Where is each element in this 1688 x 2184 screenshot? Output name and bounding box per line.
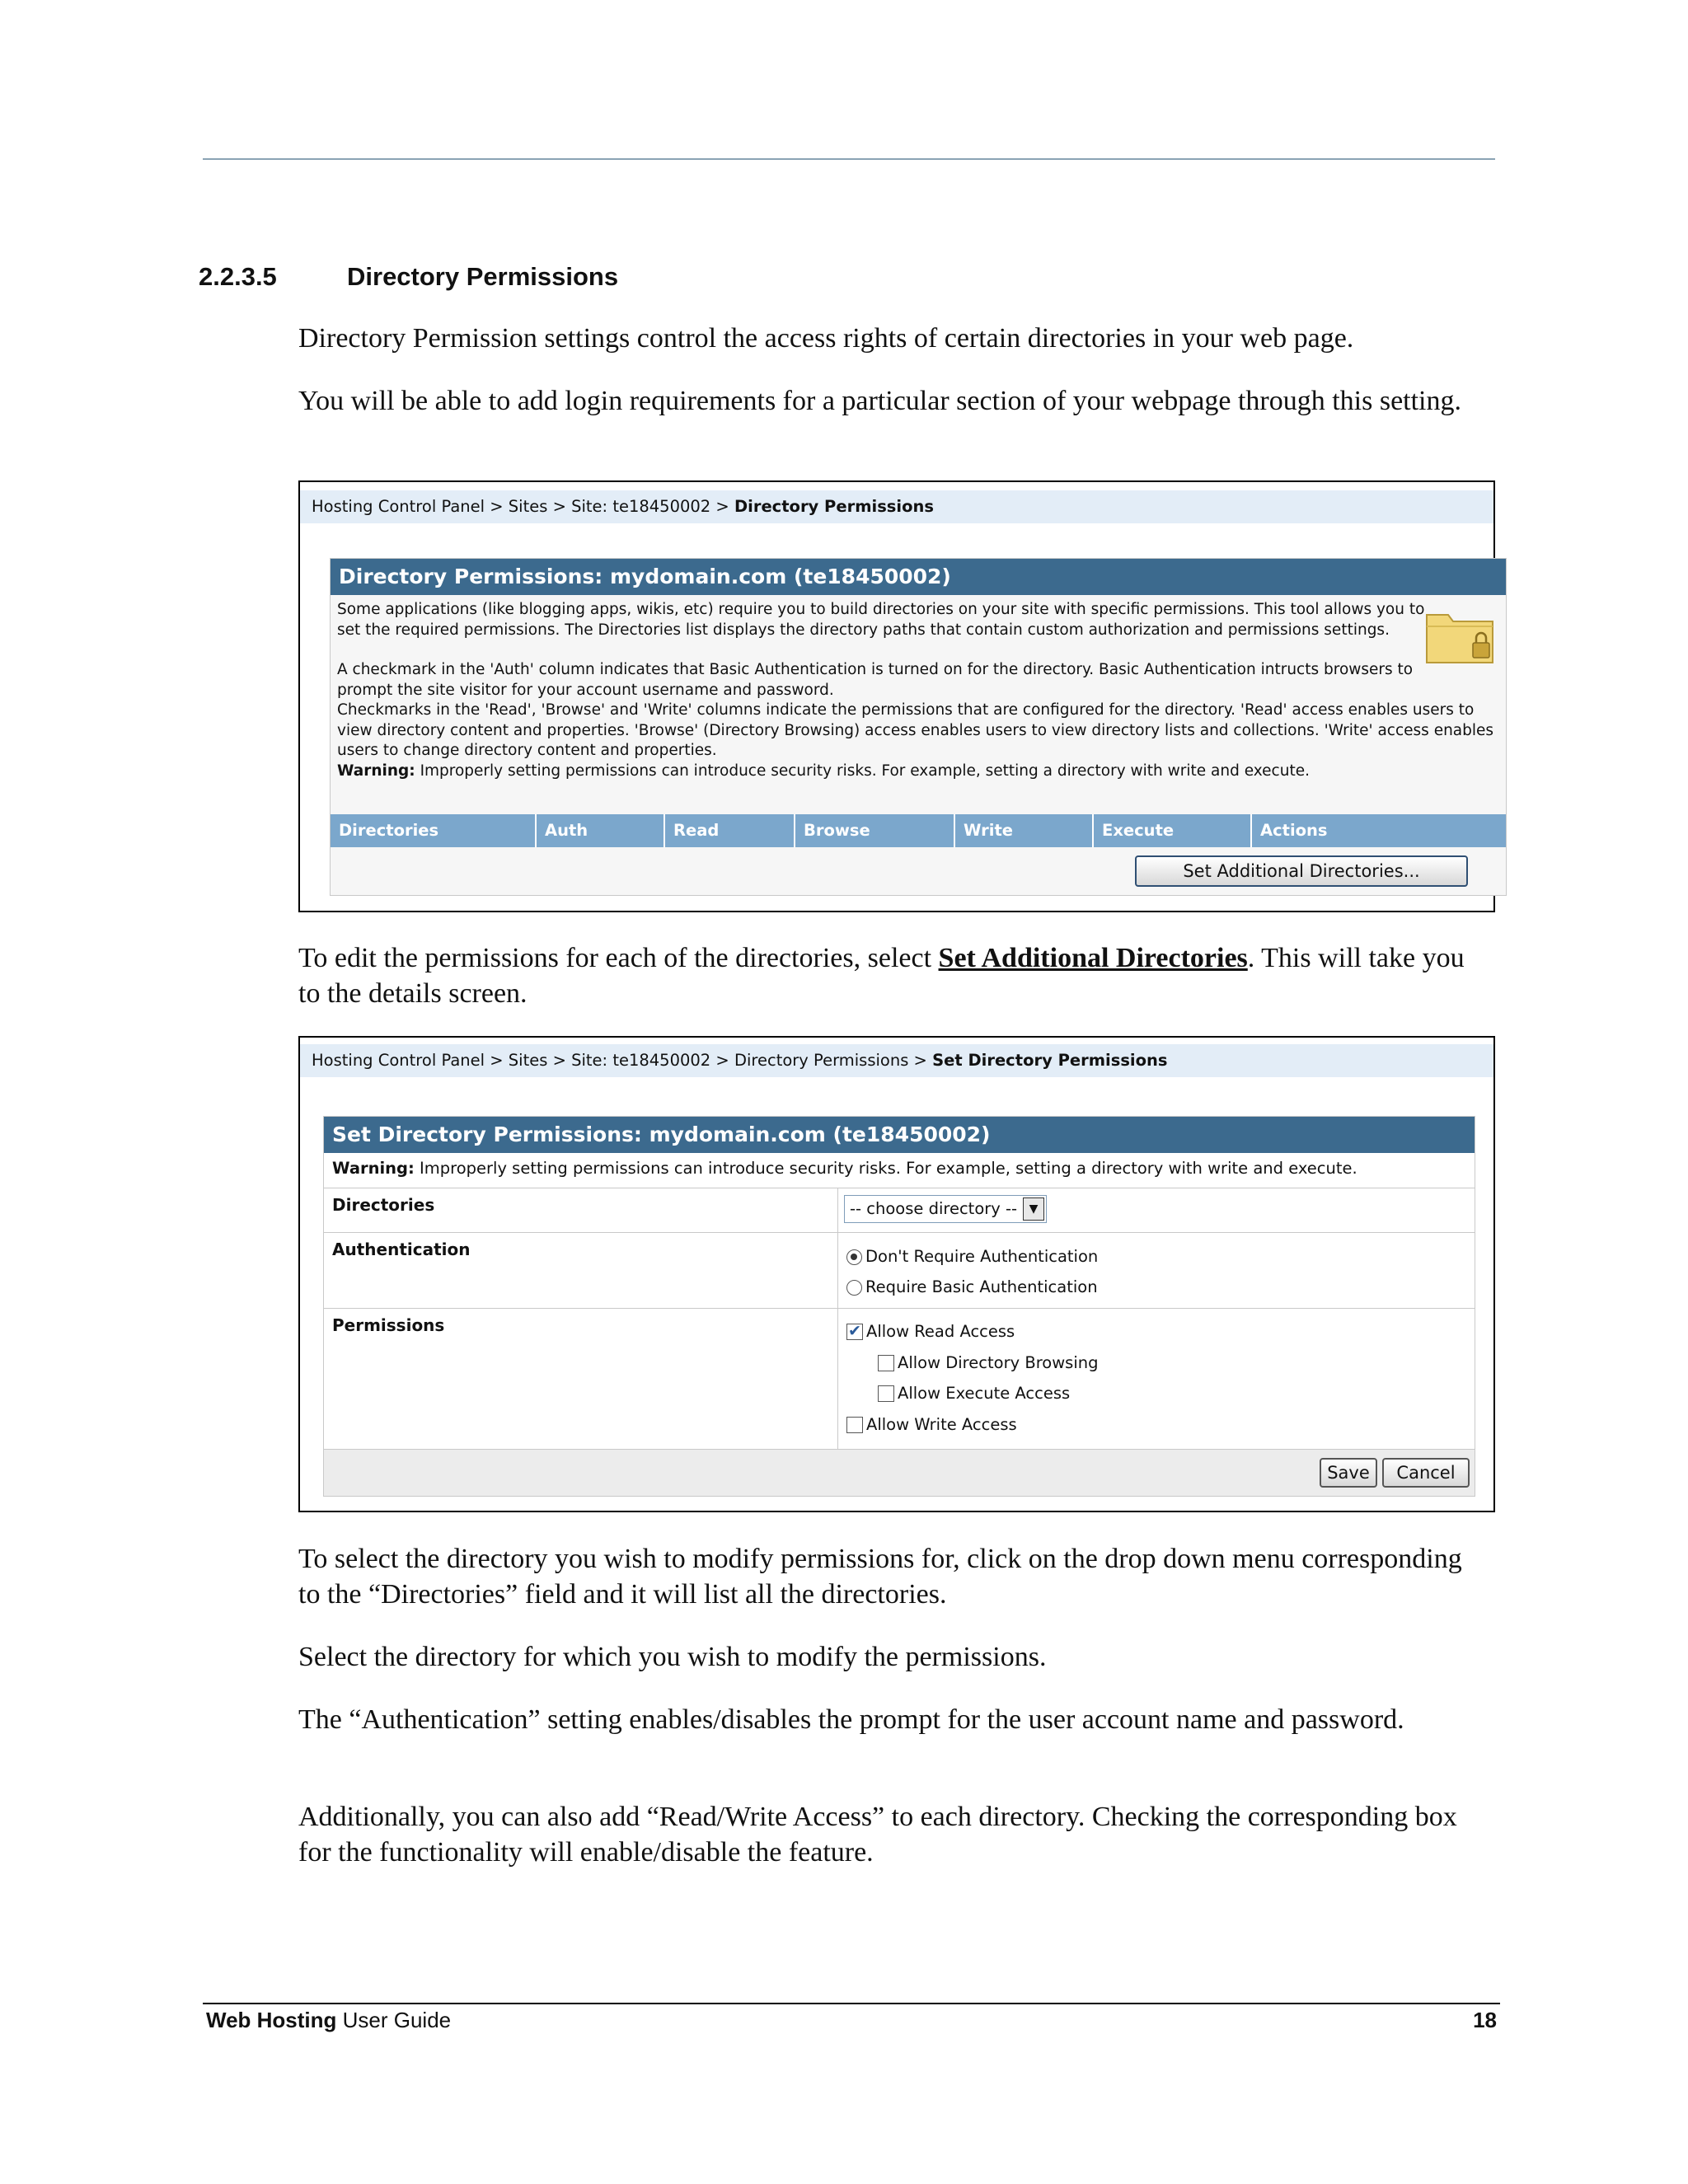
perm-browse[interactable] — [878, 1352, 1098, 1374]
radio-icon[interactable] — [846, 1280, 862, 1296]
permissions-label: Permissions — [332, 1315, 445, 1335]
desc-line: Some applications (like blogging apps, wikis, etc) require you to build directories on your site with specific permissions. This tool allows you to — [337, 601, 1425, 618]
footer-brand: Web Hosting — [206, 2008, 337, 2032]
footer-rule — [203, 2003, 1500, 2004]
desc-line: view directory content and properties. 'Browse' (Directory Browsing) access enables users to view directory lists and collections. 'Write' access enables — [337, 721, 1494, 739]
auth-option-label: Don't Require Authentication — [865, 1247, 1099, 1266]
screenshot-set-directory-permissions — [298, 1036, 1495, 1512]
col-browse[interactable]: Browse — [795, 814, 955, 847]
set-permissions-form — [323, 1116, 1475, 1497]
perm-label: Allow Directory Browsing — [898, 1353, 1099, 1372]
set-additional-directories-link[interactable]: Set Additional Directories — [938, 943, 1248, 973]
col-auth[interactable]: Auth — [537, 814, 665, 847]
breadcrumb-path[interactable]: Hosting Control Panel > Sites > Site: te18450002 > — [312, 497, 734, 516]
breadcrumb — [300, 1044, 1493, 1077]
warning-line — [332, 1155, 1357, 1183]
panel-description — [337, 600, 1493, 781]
checkbox-icon[interactable] — [878, 1355, 894, 1371]
perm-label: Allow Write Access — [866, 1415, 1017, 1434]
checkbox-icon[interactable] — [846, 1417, 863, 1433]
col-execute[interactable]: Execute — [1094, 814, 1252, 847]
middle-text-before: To edit the permissions for each of the directories, select — [298, 943, 939, 973]
warning-text: Improperly setting permissions can introduce security risks. For example, setting a directory with write and execute. — [415, 762, 1310, 780]
directories-table-header — [331, 814, 1506, 847]
cancel-button[interactable]: Cancel — [1382, 1458, 1470, 1488]
panel-title: Set Directory Permissions: mydomain.com (te18450002) — [324, 1117, 1475, 1153]
warning-label: Warning: — [332, 1159, 415, 1178]
middle-paragraph — [298, 940, 1485, 1011]
closing-paragraph-3: The “Authentication” setting enables/disables the prompt for the user account name and password. — [298, 1704, 1404, 1735]
directory-permissions-panel — [330, 558, 1507, 896]
desc-line: users to change directory content and properties. — [337, 742, 717, 759]
perm-execute[interactable] — [878, 1383, 1070, 1404]
checkbox-icon[interactable] — [878, 1385, 894, 1402]
desc-line: prompt the site visitor for your account username and password. — [337, 681, 834, 699]
breadcrumb-current: Set Directory Permissions — [932, 1051, 1168, 1070]
directories-row — [324, 1188, 1475, 1233]
footer-title — [206, 2008, 451, 2033]
col-write[interactable]: Write — [955, 814, 1094, 847]
closing-paragraph-4: Additionally, you can also add “Read/Write Access” to each directory. Checking the corresponding box for the functionality will enable/disable the feature. — [298, 1802, 1457, 1868]
section-number: 2.2.3.5 — [199, 262, 277, 291]
breadcrumb — [300, 490, 1493, 523]
intro-paragraph-2: You will be able to add login requirements for a particular section of your webpage through this setting. — [298, 386, 1461, 416]
screenshot-directory-permissions — [298, 480, 1495, 912]
col-read[interactable]: Read — [665, 814, 795, 847]
directory-select[interactable] — [844, 1195, 1047, 1223]
perm-write[interactable] — [846, 1414, 1017, 1436]
page-number: 18 — [1473, 2008, 1497, 2032]
form-actions-bar — [324, 1449, 1475, 1496]
warning-text: Improperly setting permissions can introduce security risks. For example, setting a directory with write and execute. — [414, 1159, 1357, 1178]
folder-lock-icon — [1423, 607, 1496, 666]
checkbox-checked-icon[interactable] — [846, 1324, 863, 1340]
auth-option-label: Require Basic Authentication — [865, 1277, 1098, 1296]
directories-label: Directories — [332, 1195, 435, 1215]
authentication-row — [324, 1232, 1475, 1309]
radio-selected-icon[interactable] — [846, 1249, 862, 1265]
save-button[interactable]: Save — [1320, 1458, 1377, 1488]
closing-paragraph-2: Select the directory for which you wish to modify the permissions. — [298, 1642, 1047, 1672]
chevron-down-icon[interactable]: ▼ — [1023, 1197, 1044, 1221]
header-rule — [203, 158, 1495, 160]
directory-select-value: -- choose directory -- — [850, 1199, 1018, 1218]
desc-line: set the required permissions. The Directories list displays the directory paths that contain custom authorization and permissions settings. — [337, 621, 1390, 639]
authentication-label: Authentication — [332, 1240, 471, 1259]
auth-option-none[interactable] — [846, 1246, 1098, 1268]
desc-line: Checkmarks in the 'Read', 'Browse' and 'Write' columns indicate the permissions that are configured for the directory. 'Read' access enables users to — [337, 701, 1475, 719]
intro-paragraph-1: Directory Permission settings control the access rights of certain directories in your web page. — [298, 323, 1354, 354]
permissions-row — [324, 1308, 1475, 1449]
panel-title: Directory Permissions: mydomain.com (te18450002) — [331, 559, 1506, 595]
col-actions[interactable]: Actions — [1260, 821, 1328, 840]
breadcrumb-current: Directory Permissions — [734, 497, 934, 516]
breadcrumb-path[interactable]: Hosting Control Panel > Sites > Site: te18450002 > Directory Permissions > — [312, 1051, 933, 1070]
perm-label: Allow Read Access — [866, 1322, 1015, 1341]
perm-read[interactable] — [846, 1321, 1015, 1343]
set-additional-directories-button[interactable]: Set Additional Directories... — [1135, 855, 1468, 887]
closing-paragraph-1: To select the directory you wish to modify permissions for, click on the drop down menu corresponding to the “Directories” field and it will list all the directories. — [298, 1544, 1462, 1610]
col-directories[interactable]: Directories — [331, 814, 537, 847]
middle-text-after: . This will take you to the details screen. — [298, 943, 1465, 1009]
auth-option-basic[interactable] — [846, 1277, 1098, 1298]
section-title: Directory Permissions — [347, 262, 619, 291]
warning-label: Warning: — [337, 762, 415, 780]
perm-label: Allow Execute Access — [898, 1384, 1071, 1403]
footer-guide: User Guide — [336, 2008, 452, 2032]
warning-line — [337, 762, 1493, 782]
desc-line: A checkmark in the 'Auth' column indicates that Basic Authentication is turned on for the directory. Basic Authentication intructs browsers to — [337, 661, 1414, 678]
